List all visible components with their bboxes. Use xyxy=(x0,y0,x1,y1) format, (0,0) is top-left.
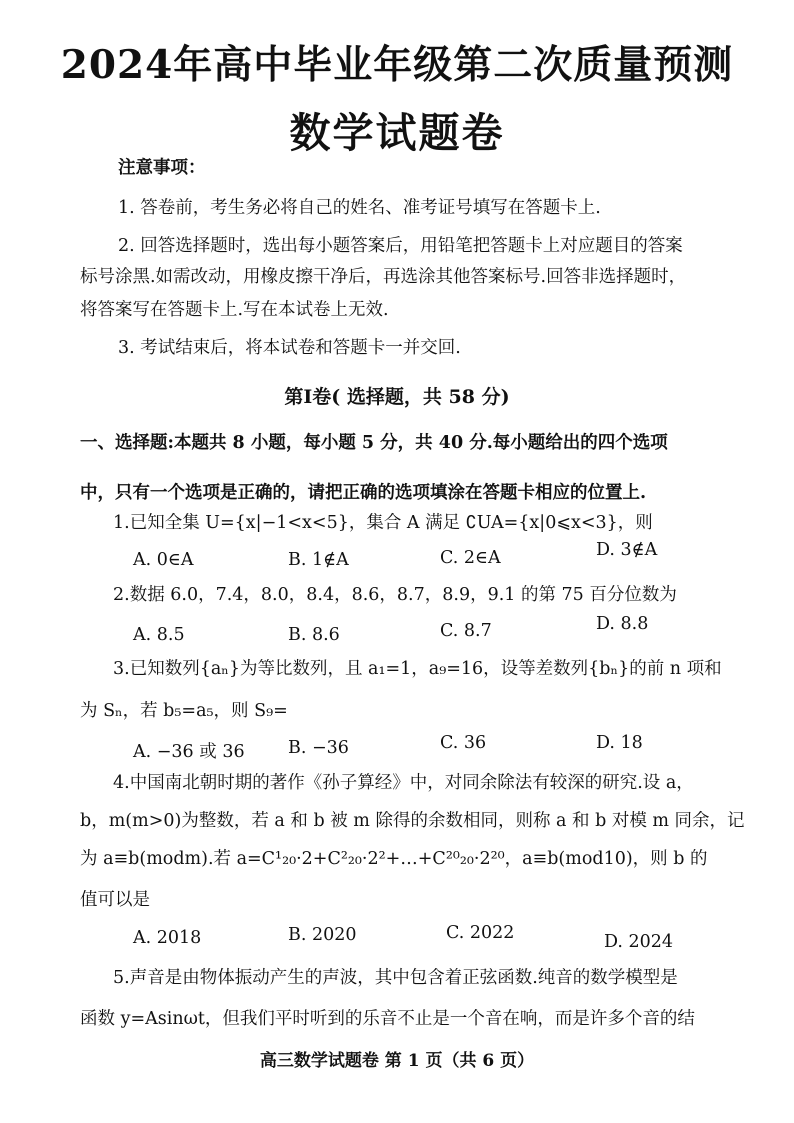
question-stem: 5.声音是由物体振动产生的声波，其中包含着正弦函数.纯音的数学模型是 xyxy=(113,968,678,988)
question-stem: 2.数据 6.0，7.4，8.0，8.4，8.6，8.7，8.9，9.1 的第 75 百分位数为 xyxy=(113,585,677,605)
part-intro: 一、选择题:本题共 8 小题，每小题 5 分，共 40 分.每小题给出的四个选项 xyxy=(80,433,668,453)
page-footer: 高三数学试题卷 第 1 页（共 6 页） xyxy=(259,1051,535,1071)
section-title: 第Ⅰ卷( 选择题，共 58 分) xyxy=(284,386,510,408)
option-d: D. 3∉A xyxy=(596,540,658,560)
option-b: B. −36 xyxy=(288,738,349,758)
option-a: A. 0∈A xyxy=(133,550,194,570)
notice-item: 3. 考试结束后，将本试卷和答题卡一并交回. xyxy=(118,338,461,358)
option-c: C. 2∈A xyxy=(440,548,501,568)
option-c: C. 2022 xyxy=(446,923,515,943)
question-stem: 为 a≡b(modm).若 a=C¹₂₀·2+C²₂₀·2²+…+C²⁰₂₀·2²⁰，a≡b(mod10)，则 b 的 xyxy=(80,849,708,869)
notice-item: 2. 回答选择题时，选出每小题答案后，用铅笔把答题卡上对应题目的答案 xyxy=(118,236,683,256)
option-c: C. 36 xyxy=(440,733,487,753)
notice-heading: 注意事项： xyxy=(118,158,206,178)
part-intro: 中，只有一个选项是正确的，请把正确的选项填涂在答题卡相应的位置上. xyxy=(80,483,647,503)
exam-subtitle: 数学试题卷 xyxy=(289,109,505,157)
question-stem: 为 Sₙ，若 b₅=a₅，则 S₉= xyxy=(80,701,288,721)
option-b: B. 8.6 xyxy=(288,625,340,645)
notice-item: 将答案写在答题卡上.写在本试卷上无效. xyxy=(80,300,389,320)
exam-title: 2024年高中毕业年级第二次质量预测 xyxy=(60,42,734,88)
question-stem: 4.中国南北朝时期的著作《孙子算经》中，对同余除法有较深的研究.设 a， xyxy=(113,773,694,793)
notice-item: 1. 答卷前，考生务必将自己的姓名、准考证号填写在答题卡上. xyxy=(118,198,601,218)
option-d: D. 8.8 xyxy=(596,614,649,634)
option-c: C. 8.7 xyxy=(440,621,492,641)
option-a: A. 2018 xyxy=(133,928,202,948)
question-stem: 值可以是 xyxy=(80,890,150,910)
question-stem: b，m(m>0)为整数，若 a 和 b 被 m 除得的余数相同，则称 a 和 b 对模 m 同余，记 xyxy=(80,811,745,831)
option-a: A. −36 或 36 xyxy=(133,742,245,762)
notice-item: 标号涂黑.如需改动，用橡皮擦干净后，再选涂其他答案标号.回答非选择题时， xyxy=(80,267,687,287)
question-stem: 1.已知全集 U={x|−1<x<5}，集合 A 满足 ∁UA={x|0⩽x<3}，则 xyxy=(113,513,653,533)
question-stem: 函数 y=Asinωt，但我们平时听到的乐音不止是一个音在响，而是许多个音的结 xyxy=(80,1009,695,1029)
option-a: A. 8.5 xyxy=(133,625,185,645)
option-b: B. 1∉A xyxy=(288,550,349,570)
option-d: D. 2024 xyxy=(604,932,674,952)
option-b: B. 2020 xyxy=(288,925,357,945)
option-d: D. 18 xyxy=(596,733,643,753)
question-stem: 3.已知数列{aₙ}为等比数列，且 a₁=1，a₉=16，设等差数列{bₙ}的前 n 项和 xyxy=(113,659,722,679)
